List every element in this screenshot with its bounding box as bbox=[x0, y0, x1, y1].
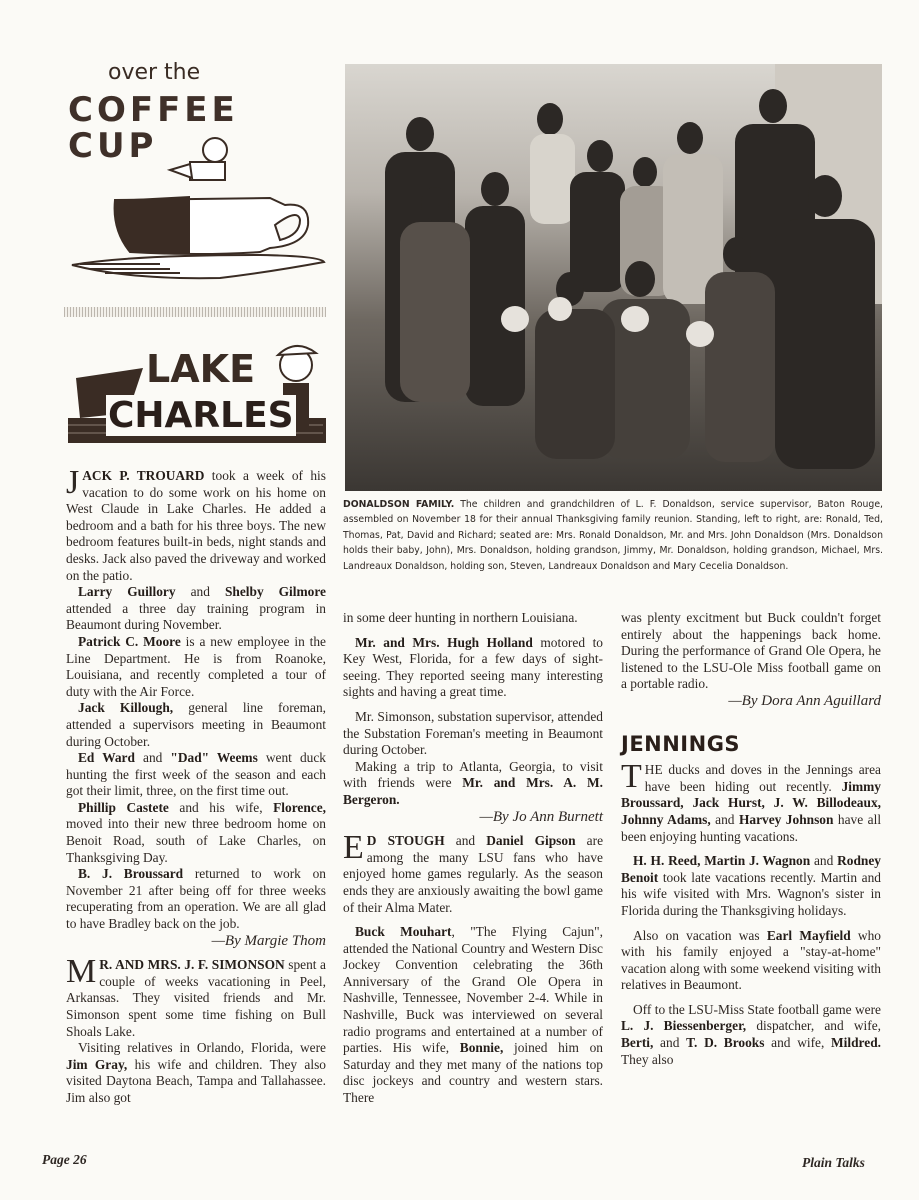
text-run: took late vacations recently. Martin and his wife visited with Mrs. Wagnon's sister in Florida during the Thanksgiving holidays. bbox=[621, 869, 881, 918]
text-run: and bbox=[810, 853, 838, 869]
article-byline: —By Jo Ann Burnett bbox=[479, 808, 603, 825]
text-run: general line foreman, attended a supervisors meeting in Beaumont during October. bbox=[66, 700, 327, 749]
text-run: dispatcher, and wife, bbox=[746, 1018, 881, 1034]
section-banner-lake-charles bbox=[68, 333, 326, 443]
masthead-title-line2: CUP bbox=[68, 126, 158, 166]
text-run: and his wife, bbox=[168, 799, 274, 815]
masthead-title-line1: COFFEE bbox=[68, 90, 239, 130]
text-run: who with his family enjoyed a "stay-at-home" vacation along with some weekend visiting with relatives in Beaumont. bbox=[621, 927, 881, 993]
article-paragraph bbox=[621, 1002, 881, 1068]
person-name: Jimmy Broussard, Jack Hurst, J. W. Billodeaux, Johnny Adams, bbox=[621, 778, 881, 827]
text-run: and wife, bbox=[764, 1035, 832, 1051]
person-name: Jim Gray, bbox=[66, 1056, 128, 1072]
donaldson-family-photo bbox=[345, 64, 882, 491]
article-paragraph bbox=[66, 750, 326, 800]
person-name: ACK P. TROUARD bbox=[82, 468, 205, 483]
article-paragraph bbox=[66, 464, 326, 584]
article-paragraph bbox=[343, 829, 604, 916]
person-name: Buck Mouhart bbox=[355, 924, 452, 940]
section-heading: JENNINGS bbox=[621, 731, 741, 756]
article-paragraph bbox=[66, 700, 326, 750]
drop-cap: T bbox=[621, 758, 642, 796]
text-run: went duck hunting the first week of the season and each got their limit, three, on the first time out. bbox=[66, 750, 326, 799]
person-name: Phillip Castete bbox=[78, 799, 169, 815]
text-run: took a week of his vacation to do some work on his home on West Claude in Lake Charles. He added a bedroom and a bath for his three boys. The new bedroom features built-in beds, night stands and desks. Jack also paved the driveway and worked on the patio. bbox=[66, 468, 326, 583]
person-name: Jack Killough, bbox=[78, 700, 174, 716]
drop-cap: E bbox=[343, 829, 364, 867]
family-photo-image bbox=[345, 64, 882, 491]
text-run: and bbox=[710, 811, 739, 827]
person-name: B. J. Broussard bbox=[78, 866, 184, 882]
text-run: and bbox=[653, 1035, 687, 1051]
text-run: Mr. Simonson, substation supervisor, attended the Substation Foreman's meeting in Beaumont during October. bbox=[343, 708, 603, 758]
text-run: and bbox=[175, 584, 225, 600]
text-run: Also on vacation was bbox=[633, 927, 767, 943]
article-paragraph bbox=[621, 610, 881, 693]
person-name: H. H. Reed, Martin J. Wagnon bbox=[633, 853, 811, 869]
photo-caption bbox=[343, 497, 883, 574]
person-name: Ed Ward bbox=[78, 750, 135, 766]
text-run: They also bbox=[621, 1051, 674, 1067]
article-paragraph bbox=[66, 584, 326, 634]
article-paragraph bbox=[343, 924, 603, 1107]
banner-line1: LAKE bbox=[146, 347, 256, 391]
drop-cap: M bbox=[66, 953, 97, 991]
text-run: in some deer hunting in northern Louisiana. bbox=[343, 610, 578, 625]
text-run: Off to the LSU-Miss State football game were bbox=[633, 1001, 881, 1017]
person-name: Mr. and Mrs. Hugh Holland bbox=[355, 634, 533, 650]
banner-line2: CHARLES bbox=[108, 395, 294, 436]
article-paragraph bbox=[343, 759, 603, 809]
person-name: Berti, bbox=[621, 1035, 654, 1051]
text-run: and bbox=[134, 750, 171, 766]
person-name: L. J. Biessenberger, bbox=[621, 1018, 747, 1034]
article-paragraph bbox=[621, 758, 882, 845]
article-column-2 bbox=[343, 610, 603, 1107]
article-paragraph bbox=[66, 634, 326, 700]
article-paragraph bbox=[66, 800, 326, 866]
caption-text: The children and grandchildren of L. F. Donaldson, service supervisor, Baton Rouge, assembled on November 18 for their annual Thanksgiving family reunion. Standing, left to right, are: Ronald, Ted, Thomas, Pat, David and Richard; seated are: Mrs. Ronald Donaldson, Mr. and Mrs. John Donaldson (Mrs. Donaldson holds their baby, John), Mrs. Donaldson, holding grandson, Jimmy, Mr. Donaldson, holding grandson, Michael, Mrs. Landreaux Donaldson, holding son, Steven, Landreaux Donaldson and Mary Cecelia Donaldson. bbox=[343, 499, 883, 572]
caption-lead: DONALDSON FAMILY. bbox=[343, 499, 455, 510]
article-paragraph bbox=[66, 866, 326, 932]
article-paragraph bbox=[621, 853, 881, 919]
masthead-over-the: over the bbox=[108, 60, 201, 85]
text-run: have all been enjoying hunting vacations. bbox=[621, 811, 882, 844]
coffee-cup-illustration bbox=[68, 126, 330, 290]
person-name: Daniel Gipson bbox=[486, 833, 576, 849]
article-paragraph bbox=[343, 610, 603, 627]
text-run: motored to Key West, Florida, for a few days of sight-seeing. They reported seeing many interesting sights and having a great time. bbox=[343, 634, 603, 700]
text-run: his wife and children. They also visited Daytona Beach, Tampa and Tallahassee. Jim also got bbox=[66, 1056, 326, 1105]
article-column-1 bbox=[66, 460, 326, 1107]
text-run: Visiting relatives in Orlando, Florida, were bbox=[78, 1040, 326, 1056]
article-byline: —By Margie Thom bbox=[211, 932, 326, 949]
article-column-3 bbox=[621, 610, 881, 1068]
person-name: Patrick C. Moore bbox=[78, 633, 181, 649]
person-name: Earl Mayfield bbox=[766, 927, 851, 943]
text-run: HE ducks and doves in the Jennings area have been hiding out recently. bbox=[644, 762, 881, 794]
text-run: joined him on Saturday and they met many of the nations top disc jockeys and country and western stars. There bbox=[343, 1040, 603, 1106]
article-paragraph bbox=[343, 635, 603, 701]
person-name: D STOUGH bbox=[366, 833, 445, 849]
text-run: and bbox=[444, 833, 487, 849]
drop-cap: J bbox=[66, 464, 80, 501]
article-paragraph bbox=[343, 709, 603, 759]
text-run: Making a trip to Atlanta, Georgia, to visit with friends were bbox=[343, 758, 603, 791]
article-byline: —By Dora Ann Aguillard bbox=[728, 692, 881, 709]
text-run: is a new employee in the Line Department. He is from Roanoke, Louisiana, and recently completed a tour of duty with the Air Force. bbox=[66, 633, 326, 699]
person-name: Shelby Gilmore bbox=[224, 584, 326, 600]
text-run: are among the many LSU fans who have enjoyed home games regularly. As the season ends they are anxiously awaiting the bowl game of their Alma Mater. bbox=[343, 833, 604, 915]
text-run: spent a couple of weeks vacationing in Peel, Arkansas. They visited friends and Mr. Simonson spent some time fishing on Bull Shoals Lake. bbox=[66, 957, 326, 1039]
text-run: attended a three day training program in Beaumont during November. bbox=[66, 600, 326, 633]
person-name: R. AND MRS. J. F. SIMONSON bbox=[99, 957, 285, 973]
text-run: returned to work on November 21 after being off for three weeks recuperating from an operation. We are all glad to have Bradley back on the job. bbox=[66, 866, 326, 932]
decorative-divider bbox=[64, 307, 326, 317]
person-name: Bonnie, bbox=[459, 1040, 504, 1056]
mascot-icon bbox=[170, 138, 227, 180]
person-name: Rodney Benoit bbox=[621, 853, 881, 885]
text-run: moved into their new three bedroom home on Benoit Road, south of Lake Charles, on Thanksgiving Day. bbox=[66, 816, 326, 865]
text-run: was plenty excitment but Buck couldn't forget entirely about the happenings back home. During the performance of Grand Ole Opera, he listened to the LSU-Ole Miss football game on a portable radio. bbox=[621, 610, 881, 692]
text-run: , "The Flying Cajun", attended the National Country and Western Disc Jockey Convention celebrating the 36th Anniversary of the Grand Ole Opera in Nashville, Tennessee, November 2-4. While in Nashville, Buck was interviewed on several radio programs and entertained at a number of parties. His wife, bbox=[343, 924, 603, 1056]
person-name: Larry Guillory bbox=[78, 584, 176, 600]
person-name: Harvey Johnson bbox=[738, 811, 834, 827]
publication-name: Plain Talks bbox=[802, 1155, 865, 1170]
article-paragraph bbox=[621, 928, 881, 994]
person-name: Florence, bbox=[273, 799, 327, 815]
person-name: "Dad" Weems bbox=[170, 750, 258, 766]
person-name: T. D. Brooks bbox=[686, 1035, 765, 1051]
article-paragraph bbox=[66, 1040, 326, 1106]
person-name: Mr. and Mrs. A. M. Bergeron. bbox=[343, 775, 603, 807]
page-number: Page 26 bbox=[42, 1152, 87, 1167]
article-paragraph bbox=[66, 953, 326, 1040]
person-name: Mildred. bbox=[831, 1035, 881, 1051]
